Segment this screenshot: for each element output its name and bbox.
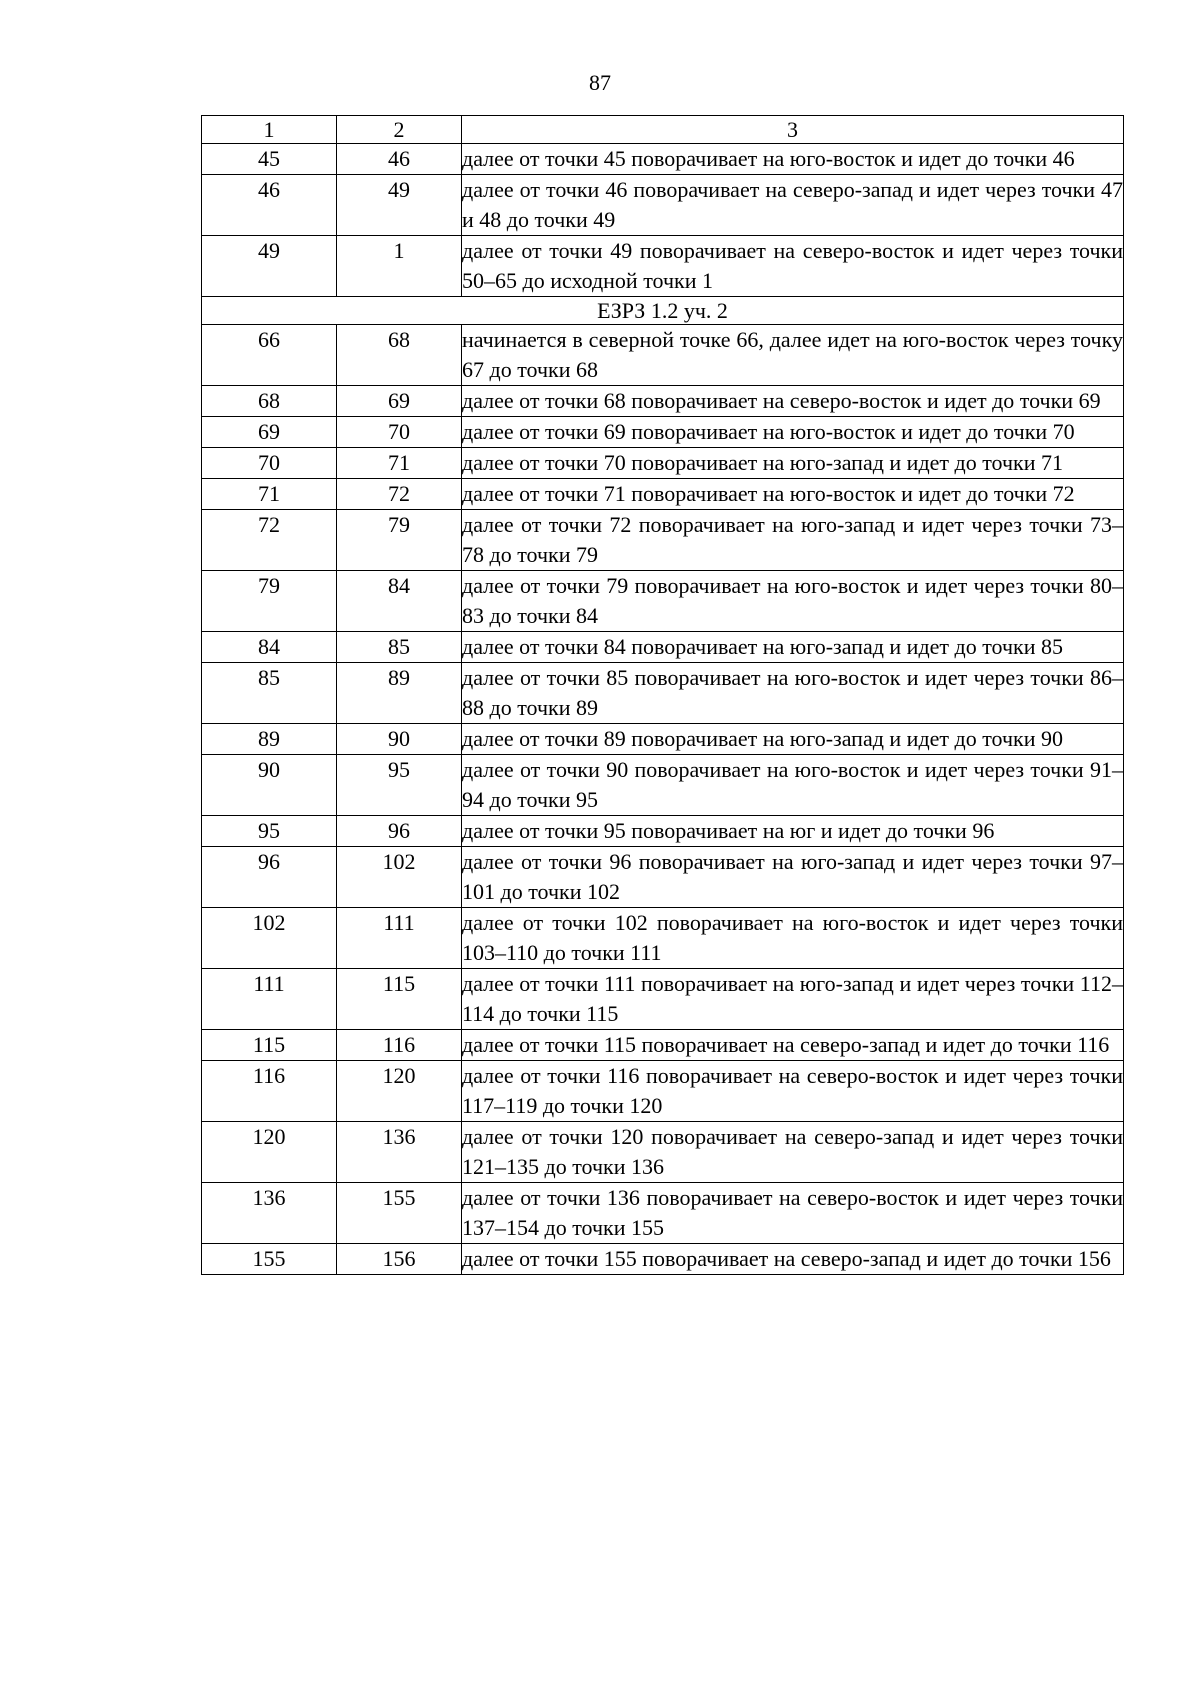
column-header-1: 1 xyxy=(202,116,337,144)
cell-from-point: 96 xyxy=(202,847,337,908)
cell-to-point: 71 xyxy=(337,448,462,479)
cell-description: далее от точки 68 поворачивает на северо-восток и идет до точки 69 xyxy=(462,386,1124,417)
cell-description: далее от точки 69 поворачивает на юго-восток и идет до точки 70 xyxy=(462,417,1124,448)
table-row xyxy=(202,908,1124,969)
column-header-2: 2 xyxy=(337,116,462,144)
table-row xyxy=(202,816,1124,847)
cell-description: далее от точки 102 поворачивает на юго-восток и идет через точки 103–110 до точки 111 xyxy=(462,908,1124,969)
cell-to-point: 89 xyxy=(337,663,462,724)
cell-from-point: 84 xyxy=(202,632,337,663)
cell-description: далее от точки 84 поворачивает на юго-запад и идет до точки 85 xyxy=(462,632,1124,663)
cell-description: далее от точки 79 поворачивает на юго-восток и идет через точки 80–83 до точки 84 xyxy=(462,571,1124,632)
cell-to-point: 69 xyxy=(337,386,462,417)
table-header-row xyxy=(202,116,1124,144)
cell-from-point: 79 xyxy=(202,571,337,632)
cell-to-point: 79 xyxy=(337,510,462,571)
cell-from-point: 155 xyxy=(202,1244,337,1275)
cell-description: далее от точки 45 поворачивает на юго-восток и идет до точки 46 xyxy=(462,144,1124,175)
cell-description: далее от точки 72 поворачивает на юго-запад и идет через точки 73–78 до точки 79 xyxy=(462,510,1124,571)
cell-from-point: 89 xyxy=(202,724,337,755)
table-row xyxy=(202,571,1124,632)
table-row xyxy=(202,479,1124,510)
table-row xyxy=(202,236,1124,297)
cell-to-point: 90 xyxy=(337,724,462,755)
table-row xyxy=(202,724,1124,755)
cell-description: далее от точки 95 поворачивает на юг и идет до точки 96 xyxy=(462,816,1124,847)
cell-description: далее от точки 111 поворачивает на юго-запад и идет через точки 112–114 до точки 115 xyxy=(462,969,1124,1030)
cell-description: далее от точки 116 поворачивает на северо-восток и идет через точки 117–119 до точки 120 xyxy=(462,1061,1124,1122)
table-row xyxy=(202,386,1124,417)
table-row xyxy=(202,417,1124,448)
page-number: 87 xyxy=(589,70,611,95)
cell-from-point: 116 xyxy=(202,1061,337,1122)
table-row xyxy=(202,144,1124,175)
cell-from-point: 68 xyxy=(202,386,337,417)
cell-from-point: 66 xyxy=(202,325,337,386)
cell-to-point: 46 xyxy=(337,144,462,175)
cell-from-point: 49 xyxy=(202,236,337,297)
table-row xyxy=(202,1183,1124,1244)
table-row xyxy=(202,1122,1124,1183)
cell-to-point: 102 xyxy=(337,847,462,908)
cell-description: далее от точки 136 поворачивает на северо-восток и идет через точки 137–154 до точки 155 xyxy=(462,1183,1124,1244)
cell-to-point: 115 xyxy=(337,969,462,1030)
cell-description: далее от точки 115 поворачивает на северо-запад и идет до точки 116 xyxy=(462,1030,1124,1061)
cell-description: далее от точки 49 поворачивает на северо-восток и идет через точки 50–65 до исходной точки 1 xyxy=(462,236,1124,297)
section-row xyxy=(202,297,1124,325)
table-row xyxy=(202,1061,1124,1122)
cell-to-point: 136 xyxy=(337,1122,462,1183)
cell-to-point: 1 xyxy=(337,236,462,297)
table-row xyxy=(202,755,1124,816)
cell-from-point: 45 xyxy=(202,144,337,175)
cell-from-point: 70 xyxy=(202,448,337,479)
cell-to-point: 68 xyxy=(337,325,462,386)
cell-from-point: 115 xyxy=(202,1030,337,1061)
cell-from-point: 85 xyxy=(202,663,337,724)
table-row xyxy=(202,175,1124,236)
cell-from-point: 111 xyxy=(202,969,337,1030)
cell-from-point: 46 xyxy=(202,175,337,236)
cell-to-point: 70 xyxy=(337,417,462,448)
cell-from-point: 90 xyxy=(202,755,337,816)
table-row xyxy=(202,510,1124,571)
cell-from-point: 69 xyxy=(202,417,337,448)
cell-description: начинается в северной точке 66, далее идет на юго-восток через точку 67 до точки 68 xyxy=(462,325,1124,386)
cell-from-point: 136 xyxy=(202,1183,337,1244)
cell-to-point: 155 xyxy=(337,1183,462,1244)
column-header-3: 3 xyxy=(462,116,1124,144)
table-row xyxy=(202,325,1124,386)
cell-description: далее от точки 120 поворачивает на северо-запад и идет через точки 121–135 до точки 136 xyxy=(462,1122,1124,1183)
cell-to-point: 156 xyxy=(337,1244,462,1275)
cell-from-point: 120 xyxy=(202,1122,337,1183)
cell-to-point: 95 xyxy=(337,755,462,816)
section-title: ЕЗРЗ 1.2 уч. 2 xyxy=(202,297,1124,325)
cell-to-point: 72 xyxy=(337,479,462,510)
table-row xyxy=(202,448,1124,479)
table-row xyxy=(202,1244,1124,1275)
cell-from-point: 102 xyxy=(202,908,337,969)
cell-to-point: 111 xyxy=(337,908,462,969)
boundary-table xyxy=(201,115,1124,1275)
cell-to-point: 96 xyxy=(337,816,462,847)
cell-to-point: 85 xyxy=(337,632,462,663)
cell-from-point: 72 xyxy=(202,510,337,571)
cell-to-point: 49 xyxy=(337,175,462,236)
cell-to-point: 120 xyxy=(337,1061,462,1122)
cell-description: далее от точки 85 поворачивает на юго-восток и идет через точки 86–88 до точки 89 xyxy=(462,663,1124,724)
table-row xyxy=(202,632,1124,663)
table-row xyxy=(202,969,1124,1030)
cell-description: далее от точки 89 поворачивает на юго-запад и идет до точки 90 xyxy=(462,724,1124,755)
cell-from-point: 95 xyxy=(202,816,337,847)
table-row xyxy=(202,847,1124,908)
cell-description: далее от точки 155 поворачивает на северо-запад и идет до точки 156 xyxy=(462,1244,1124,1275)
table-row xyxy=(202,1030,1124,1061)
cell-to-point: 116 xyxy=(337,1030,462,1061)
cell-description: далее от точки 96 поворачивает на юго-запад и идет через точки 97–101 до точки 102 xyxy=(462,847,1124,908)
cell-description: далее от точки 70 поворачивает на юго-запад и идет до точки 71 xyxy=(462,448,1124,479)
cell-description: далее от точки 46 поворачивает на северо-запад и идет через точки 47 и 48 до точки 49 xyxy=(462,175,1124,236)
table-row xyxy=(202,663,1124,724)
cell-description: далее от точки 90 поворачивает на юго-восток и идет через точки 91–94 до точки 95 xyxy=(462,755,1124,816)
cell-from-point: 71 xyxy=(202,479,337,510)
cell-description: далее от точки 71 поворачивает на юго-восток и идет до точки 72 xyxy=(462,479,1124,510)
cell-to-point: 84 xyxy=(337,571,462,632)
